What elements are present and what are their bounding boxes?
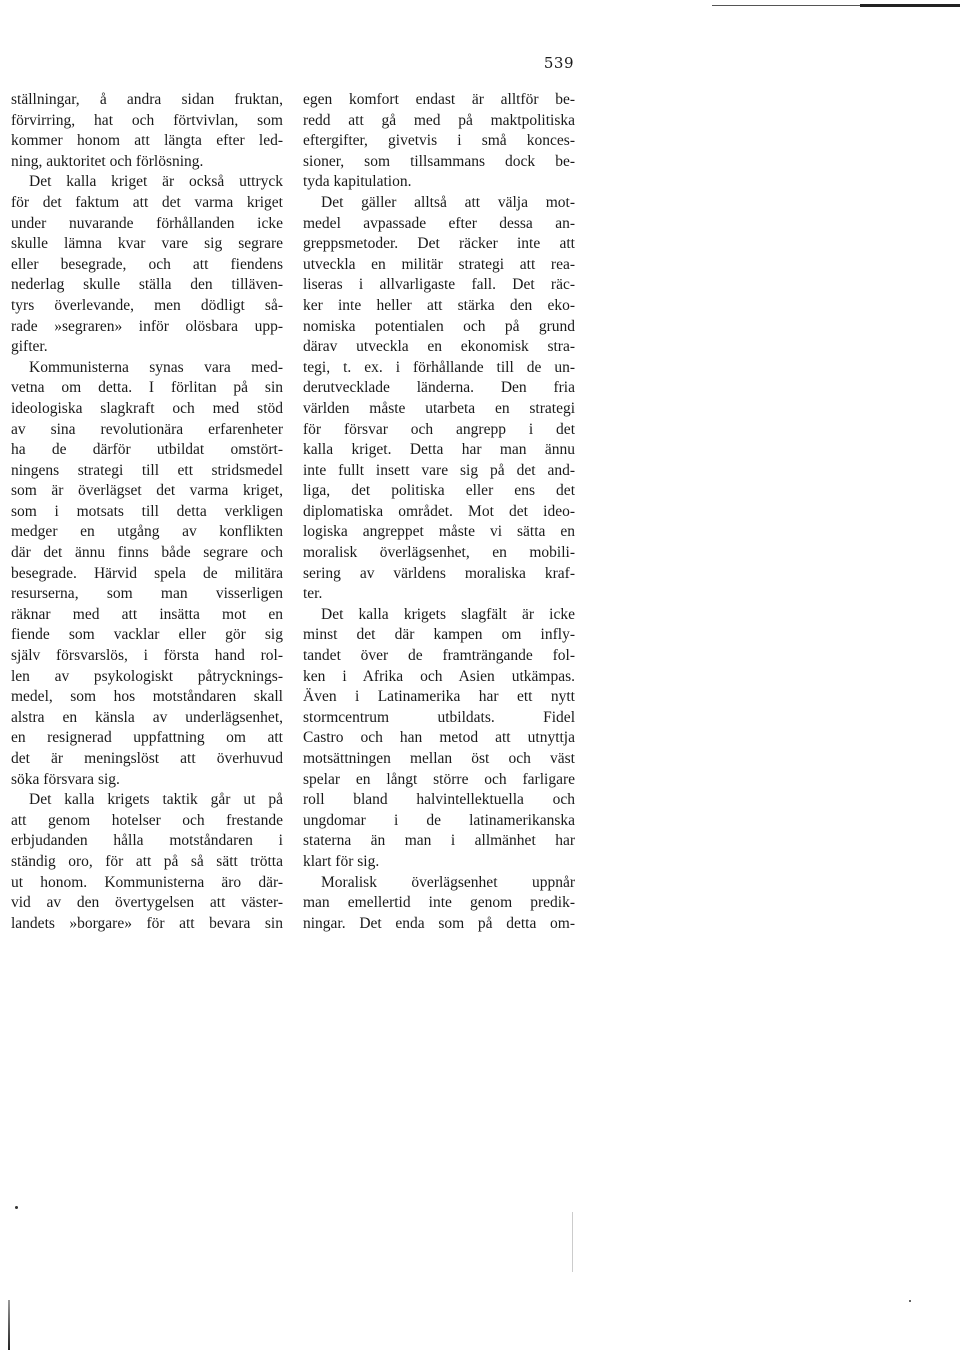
right-column-line: man emellertid inte genom predik-: [303, 894, 575, 912]
right-column-line: liseras i allvarligaste fall. Det räc-: [303, 276, 575, 294]
right-column-line: ungdomar i de latinamerikanska: [303, 811, 575, 829]
right-column-line: moralisk överlägsenhet, en mobili-: [303, 544, 575, 562]
right-column-line: spelar en långt större och farligare: [303, 770, 575, 788]
right-column-line: redd att gå med på maktpolitiska: [303, 111, 575, 129]
right-column-line: tandet över de framträngande fol-: [303, 647, 575, 665]
top-edge-rule-thick: [860, 4, 960, 7]
right-column-line: ningar. Det enda som på detta om-: [303, 914, 575, 932]
left-column-line: len av psykologiskt påtrycknings-: [11, 667, 283, 685]
left-column-line: själv försvarslös, i första hand rol-: [11, 647, 283, 665]
left-column-line: resurserna, som man visserligen: [11, 585, 283, 603]
right-column-line: tegi, t. ex. i förhållande till de un-: [303, 358, 575, 376]
left-column-line: landets »borgare» för att bevara sin: [11, 914, 283, 932]
left-column-line: där det ännu finns både segrare och: [11, 544, 283, 562]
left-column-line: under nuvarande förhållanden icke: [11, 214, 283, 232]
right-column-line: roll bland halvintellektuella och: [303, 791, 575, 809]
left-column-line: fiende som vacklar eller gör sig: [11, 626, 283, 644]
right-column-line: motsättningen mellan öst och väst: [303, 750, 575, 767]
right-column-line: egen komfort endast är alltför be-: [303, 91, 575, 108]
right-column-line: inte fullt insett vare sig på det and-: [303, 461, 575, 479]
left-column-line: Kommunisterna synas vara med-: [29, 358, 283, 376]
right-column-line: klart för sig.: [303, 852, 380, 870]
right-column-line: nomiska potentialen och på grund: [303, 317, 575, 335]
left-column-line: medger en utgång av konflikten: [11, 523, 283, 541]
scan-artifact-mark: [8, 1300, 10, 1350]
right-column-line: Det gäller alltså att välja mot-: [321, 193, 575, 211]
right-column-line: derutvecklade länderna. Den fria: [303, 379, 575, 397]
right-column-line: diplomatiska området. Mot det ideo-: [303, 502, 575, 520]
right-column-line: ken i Afrika och Asien utkämpas.: [303, 667, 575, 685]
page-number: 539: [543, 54, 574, 72]
left-column-line: förvirring, hat och förtvivlan, som: [11, 111, 283, 129]
right-column-line: Även i Latinamerika har ett nytt: [303, 688, 575, 706]
left-column-line: Det kalla krigets taktik går ut på: [29, 791, 283, 809]
left-column-line: som i motsats till detta verkligen: [11, 502, 283, 520]
scan-artifact-line: [572, 1212, 573, 1272]
left-column-line: ning, auktoritet och förlösning.: [11, 152, 204, 170]
left-column-line: för det faktum att det varma kriget: [11, 193, 283, 211]
left-column-line: rade »segraren» inför olösbara upp-: [11, 317, 283, 335]
left-column-line: ställningar, å andra sidan fruktan,: [11, 91, 283, 108]
left-column-line: Det kalla kriget är också uttryck: [29, 173, 283, 191]
left-column-line: alstra en känsla av underlägsenhet,: [11, 708, 283, 726]
left-column-line: medel, som hos motståndaren skall: [11, 688, 283, 706]
left-column-line: söka försvara sig.: [11, 770, 120, 788]
right-column-line: medel avpassade efter dessa an-: [303, 214, 575, 232]
right-column-line: sering av världens moraliska kraf-: [303, 564, 575, 582]
right-column-line: ker inte heller att stärka den eko-: [303, 296, 575, 314]
left-text-column: [11, 90, 283, 934]
left-column-line: som är överlägset det varma kriget,: [11, 482, 283, 500]
left-column-line: vetna om detta. I förlitan på sin: [11, 379, 283, 397]
right-column-line: utveckla en militär strategi att rea-: [303, 255, 575, 273]
left-column-line: en resignerad uppfattning om att: [11, 729, 283, 747]
right-column-line: Det kalla krigets slagfält är icke: [321, 605, 575, 623]
left-column-line: att genom hotelser och frestande: [11, 811, 283, 829]
right-column-line: Castro och han metod att utnyttja: [303, 729, 575, 747]
left-column-line: ständig oro, för att på så sätt trötta: [11, 852, 283, 870]
left-column-line: besegrade. Härvid spela de militära: [11, 564, 283, 582]
right-column-line: Moralisk överlägsenhet uppnår: [321, 873, 575, 891]
right-column-line: eftergifter, givetvis i små konces-: [303, 132, 575, 150]
left-column-line: tyrs överlevande, men dödligt så-: [11, 296, 283, 314]
right-text-column: [303, 90, 575, 934]
right-column-line: logiska angreppet måste vi sätta en: [303, 523, 575, 541]
left-column-line: ha de därför utbildat omstört-: [11, 441, 283, 459]
left-column-line: ningens strategi till ett stridsmedel: [11, 461, 283, 479]
scan-speck: [15, 1206, 18, 1209]
right-column-line: staterna än man i allmänhet har: [303, 832, 575, 850]
left-column-line: ideologiska slagkraft och med stöd: [11, 399, 283, 417]
left-column-line: vid av den övertygelsen att väster-: [11, 894, 283, 912]
left-column-line: av sina revolutionära erfarenheter: [11, 420, 283, 438]
right-column-line: greppsmetoder. Det räcker inte att: [303, 235, 575, 253]
scan-speck: [909, 1300, 911, 1302]
right-column-line: sioner, som tillsammans dock be-: [303, 152, 575, 170]
right-column-line: liga, det politiska eller ens det: [303, 482, 575, 500]
right-column-line: tyda kapitulation.: [303, 173, 412, 191]
left-column-line: det är meningslöst att överhuvud: [11, 750, 283, 767]
right-column-line: världen måste utarbeta en strategi: [303, 399, 575, 417]
left-column-line: skulle lämna kvar vare sig segrare: [11, 235, 283, 253]
left-column-line: kommer honom att längta efter led-: [11, 132, 283, 150]
right-column-line: kalla kriget. Detta har man ännu: [303, 441, 575, 459]
left-column-line: räknar med att insätta mot en: [11, 605, 283, 623]
right-column-line: ter.: [303, 585, 323, 603]
right-column-line: minst det där kampen om infly-: [303, 626, 575, 644]
left-column-line: eller besegrade, och att fiendens: [11, 255, 283, 273]
left-column-line: erbjudanden hålla motståndaren i: [11, 832, 283, 850]
left-column-line: ut honom. Kommunisterna äro där-: [11, 873, 283, 891]
right-column-line: för försvar och angrepp i det: [303, 420, 575, 438]
right-column-line: stormcentrum utbildats. Fidel: [303, 708, 575, 726]
right-column-line: därav utveckla en ekonomisk stra-: [303, 338, 575, 356]
left-column-line: gifter.: [11, 338, 48, 356]
left-column-line: nederlag skulle ställa den tilläven-: [11, 276, 283, 294]
